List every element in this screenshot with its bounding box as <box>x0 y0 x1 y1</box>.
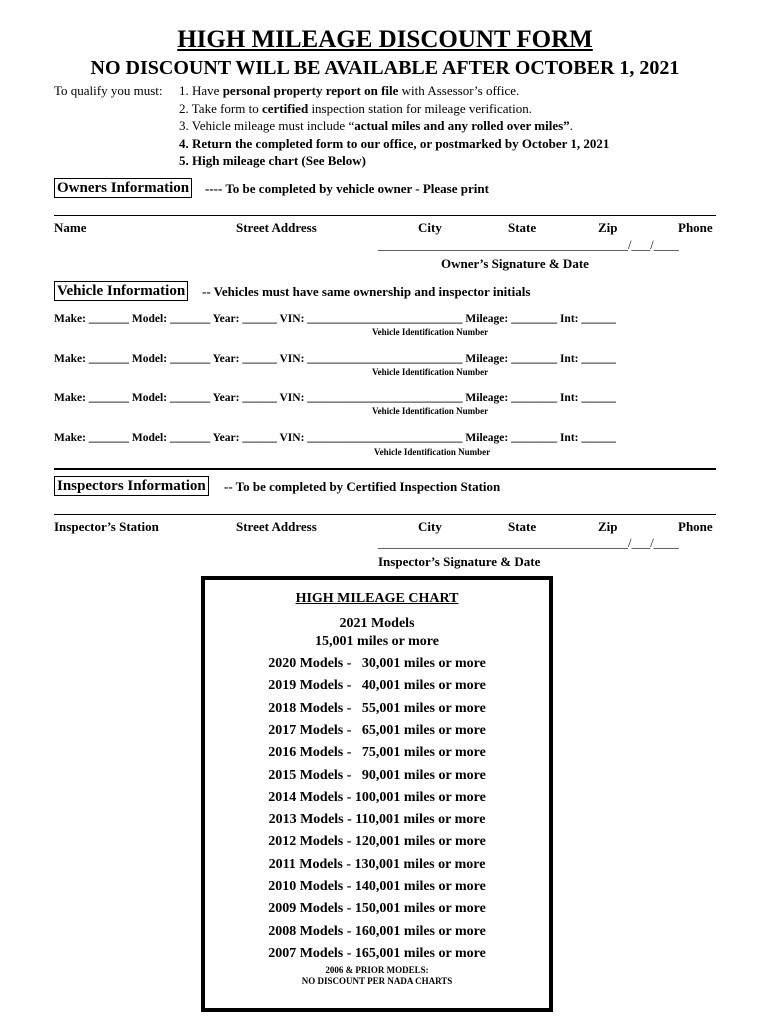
section-divider <box>54 468 716 470</box>
chart-footer-2: NO DISCOUNT PER NADA CHARTS <box>301 976 453 986</box>
vin-caption-3: Vehicle Identification Number <box>372 406 489 416</box>
inspector-zip-header: Zip <box>598 519 618 534</box>
chart-current-models: 2021 Models <box>339 616 415 631</box>
chart-row: 2015 Models - 90,001 miles or more <box>268 767 486 783</box>
chart-row: 2020 Models - 30,001 miles or more <box>268 656 486 671</box>
owner-signature-line[interactable]: ________________________________________/___/____ <box>378 238 679 252</box>
qualify-item-5: 5. High mileage chart (See Below) <box>179 153 367 168</box>
inspector-state-header: State <box>508 519 537 534</box>
vin-caption-4: Vehicle Identification Number <box>374 447 491 457</box>
owner-city-header: City <box>418 220 442 235</box>
chart-row: 2009 Models - 150,001 miles or more <box>268 901 486 917</box>
vehicle-row-3[interactable]: Make: _______ Model: _______ Year: ______ VIN: ___________________________ Mileage: ________ Int: ______ <box>54 392 616 404</box>
vehicle-row-2[interactable]: Make: _______ Model: _______ Year: ______ VIN: ___________________________ Mileage: ________ Int: ______ <box>54 353 616 365</box>
inspector-city-header: City <box>418 519 442 534</box>
inspectors-section-note: -- To be completed by Certified Inspection Station <box>224 479 501 494</box>
qualify-item-2: 2. Take form to certified inspection station for mileage verification. <box>179 101 533 116</box>
inspector-phone-header: Phone <box>678 519 713 534</box>
owner-signature-label: Owner’s Signature & Date <box>441 256 589 271</box>
chart-row: 2014 Models - 100,001 miles or more <box>268 789 486 805</box>
vehicle-section-label: Vehicle Information <box>54 281 188 301</box>
chart-row: 2008 Models - 160,001 miles or more <box>268 923 486 939</box>
owners-entry-line[interactable] <box>54 215 716 216</box>
vehicle-row-4[interactable]: Make: _______ Model: _______ Year: ______ VIN: ___________________________ Mileage: ________ Int: ______ <box>54 432 616 444</box>
owners-section-label: Owners Information <box>54 178 192 198</box>
chart-row: 2017 Models - 65,001 miles or more <box>268 722 486 738</box>
inspectors-entry-line[interactable] <box>54 514 716 515</box>
qualify-item-4: 4. Return the completed form to our office, or postmarked by October 1, 2021 <box>179 136 610 151</box>
chart-row: 2010 Models - 140,001 miles or more <box>268 879 486 894</box>
owner-street-header: Street Address <box>236 220 317 235</box>
chart-current-miles: 15,001 miles or more <box>315 634 439 649</box>
qualify-lead: To qualify you must: <box>54 83 163 98</box>
chart-row: 2016 Models - 75,001 miles or more <box>268 745 486 761</box>
qualify-item-1: 1. Have personal property report on file with Assessor’s office. <box>179 83 520 98</box>
inspectors-section-label: Inspectors Information <box>54 476 209 496</box>
chart-row: 2013 Models - 110,001 miles or more <box>268 812 486 828</box>
qualify-item-3: 3. Vehicle mileage must include “actual miles and any rolled over miles”. <box>179 118 573 133</box>
form-title: HIGH MILEAGE DISCOUNT FORM <box>177 26 593 53</box>
inspector-signature-line[interactable]: ________________________________________/___/____ <box>378 536 679 550</box>
inspector-signature-label: Inspector’s Signature & Date <box>378 554 541 569</box>
owner-zip-header: Zip <box>598 220 618 235</box>
chart-row: 2007 Models - 165,001 miles or more <box>268 945 486 961</box>
vehicle-row-1[interactable]: Make: _______ Model: _______ Year: ______ VIN: ___________________________ Mileage: ________ Int: ______ <box>54 313 616 325</box>
inspector-station-header: Inspector’s Station <box>54 519 159 534</box>
high-mileage-chart <box>201 576 553 1012</box>
chart-row: 2018 Models - 55,001 miles or more <box>268 700 486 716</box>
owners-section-note: ---- To be completed by vehicle owner - Please print <box>205 181 489 196</box>
chart-footer-1: 2006 & PRIOR MODELS: <box>325 965 429 975</box>
vin-caption-1: Vehicle Identification Number <box>372 327 489 337</box>
owner-state-header: State <box>508 220 537 235</box>
inspector-street-header: Street Address <box>236 519 317 534</box>
deadline-notice: NO DISCOUNT WILL BE AVAILABLE AFTER OCTOBER 1, 2021 <box>90 57 680 79</box>
owner-name-header: Name <box>54 220 87 235</box>
chart-title: HIGH MILEAGE CHART <box>295 591 459 606</box>
chart-row: 2012 Models - 120,001 miles or more <box>268 834 486 850</box>
owner-phone-header: Phone <box>678 220 713 235</box>
chart-row: 2011 Models - 130,001 miles or more <box>268 856 486 872</box>
chart-row: 2019 Models - 40,001 miles or more <box>268 678 486 694</box>
vin-caption-2: Vehicle Identification Number <box>372 367 489 377</box>
vehicle-section-note: -- Vehicles must have same ownership and inspector initials <box>202 284 531 299</box>
